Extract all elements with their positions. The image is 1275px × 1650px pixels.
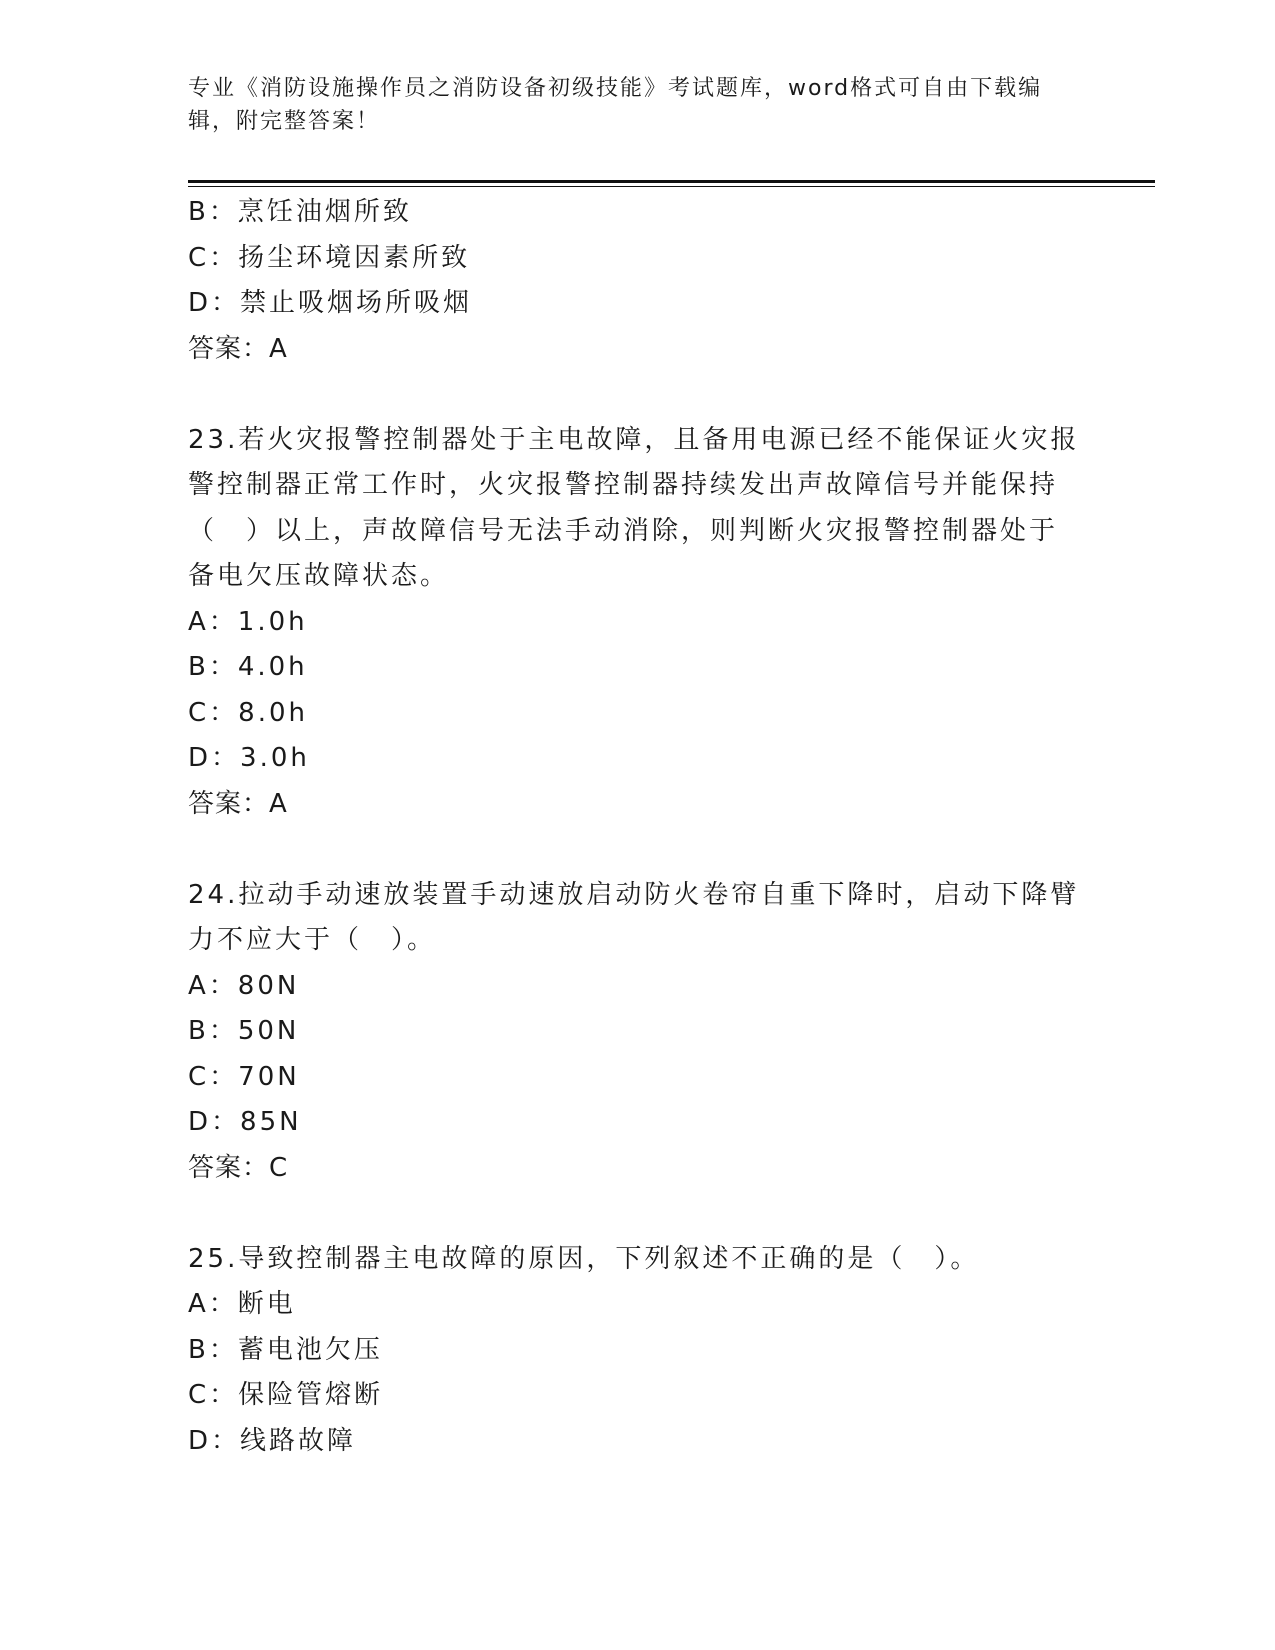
spacer [188,372,1088,418]
option-b: B：烹饪油烟所致 [188,197,412,227]
option-b: B：蓄电池欠压 [188,1334,383,1365]
option-c: C：70N [188,1061,300,1092]
spacer [188,827,1088,873]
header-divider-thick [188,180,1155,183]
answer: 答案：C [188,1152,289,1183]
option-a: A：断电 [188,1289,296,1319]
spacer [188,1191,1088,1237]
question-text-line: 警控制器正常工作时，火灾报警控制器持续发出声故障信号并能保持 [188,470,1059,500]
question-list [188,190,1088,1464]
answer: 答案：A [188,333,288,364]
option-c: C：8.0h [188,697,308,728]
header-title: 专业《消防设施操作员之消防设备初级技能》考试题库，word格式可自由下载编辑，附完整答案！ [188,76,1043,134]
option-d: D：85N [188,1107,302,1137]
option-d: D：线路故障 [188,1425,357,1456]
question-25 [188,1237,1088,1465]
question-text-line: 备电欠压故障状态。 [188,561,450,591]
question-text-line: 23.若火灾报警控制器处于主电故障，且备用电源已经不能保证火灾报 [188,424,1080,455]
option-a: A：80N [188,970,300,1001]
option-c: C：扬尘环境因素所致 [188,242,471,273]
option-d: D：禁止吸烟场所吸烟 [188,288,473,318]
option-c: C：保险管熔断 [188,1380,384,1410]
question-text-line: 24.拉动手动速放装置手动速放启动防火卷帘自重下降时，启动下降臂 [188,879,1080,910]
question-24 [188,873,1088,1192]
previous-question [188,190,1088,372]
answer: 答案：A [188,788,288,819]
option-a: A：1.0h [188,606,308,637]
option-d: D：3.0h [188,743,310,773]
question-text-line: （ ）以上，声故障信号无法手动消除，则判断火灾报警控制器处于 [188,515,1059,546]
header-divider-thin [188,186,1155,187]
option-b: B：50N [188,1016,300,1046]
question-23 [188,418,1088,828]
document-header [188,72,1068,138]
question-text-line: 力不应大于（ ）。 [188,925,437,955]
option-b: B：4.0h [188,652,308,682]
question-text-line: 25.导致控制器主电故障的原因，下列叙述不正确的是（ ）。 [188,1243,980,1274]
